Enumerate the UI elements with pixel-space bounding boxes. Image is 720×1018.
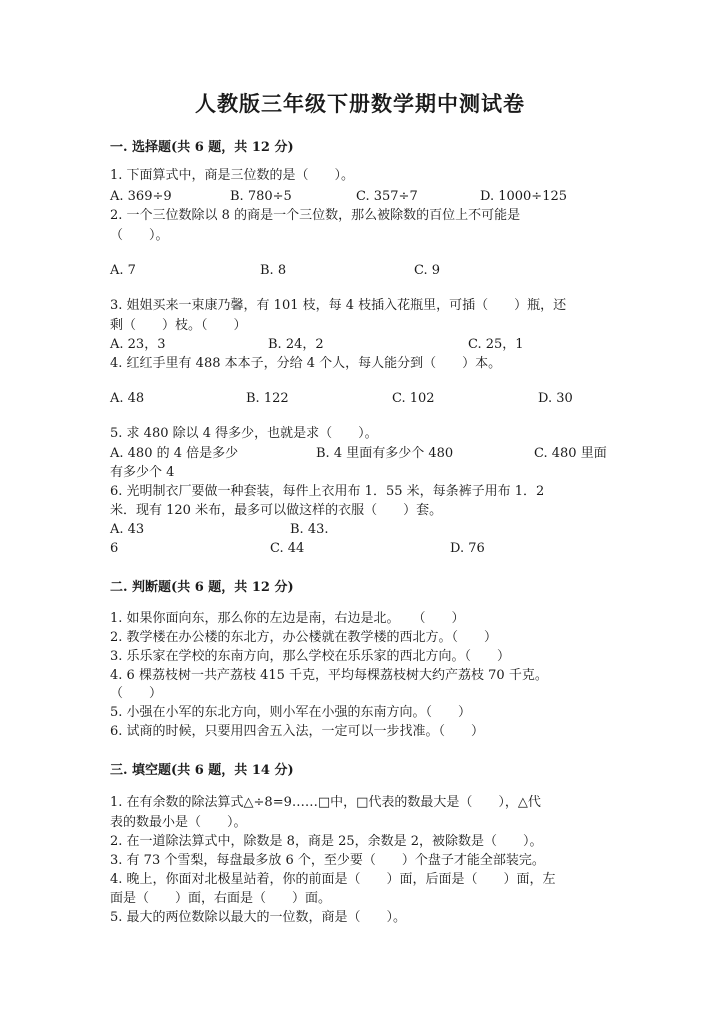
- option-b: B. 4 里面有多少个 480: [316, 446, 454, 461]
- question-text: 6. 光明制衣厂要做一种套装，每件上衣用布 1．55 米，每条裤子用布 1．2: [110, 484, 545, 499]
- section-heading-choice: 一. 选择题(共 6 题，共 12 分): [110, 140, 294, 155]
- statement-line: （ ）: [110, 686, 163, 701]
- option-b: B. 43.: [290, 522, 329, 537]
- statement-line: 4. 6 棵荔枝树一共产荔枝 415 千克，平均每棵荔枝树大约产荔枝 70 千克。: [110, 668, 548, 683]
- fill-blank-line: 2. 在一道除法算式中，除数是 8，商是 25，余数是 2，被除数是（ ）。: [110, 834, 543, 849]
- option-c: C. 357÷7: [356, 189, 418, 204]
- fill-blank-line: 5. 最大的两位数除以最大的一位数，商是（ ）。: [110, 910, 407, 925]
- section-heading-true-false: 二. 判断题(共 6 题，共 12 分): [110, 580, 294, 595]
- option-c: C. 480 里面: [534, 446, 607, 461]
- question-text: 2. 一个三位数除以 8 的商是一个三位数，那么被除数的百位上不可能是: [110, 208, 521, 223]
- option-a: A. 480 的 4 倍是多少: [110, 446, 239, 461]
- question-text: 5. 求 480 除以 4 得多少，也就是求（ ）。: [110, 426, 378, 441]
- question-text: 3. 姐姐买来一束康乃馨，有 101 枝，每 4 枝插入花瓶里，可插（ ）瓶，还: [110, 298, 567, 313]
- option-b: B. 8: [260, 263, 287, 278]
- question-text: 剩（ ）枝。（ ）: [110, 318, 247, 333]
- section-heading-fill-blank: 三. 填空题(共 6 题，共 14 分): [110, 763, 294, 778]
- option-b: B. 24，2: [268, 337, 324, 352]
- fill-blank-line: 1. 在有余数的除法算式△÷8=9……□中，□代表的数最大是（ ），△代: [110, 795, 541, 810]
- fill-blank-line: 表的数最小是（ ）。: [110, 815, 247, 830]
- option-d: D. 1000÷125: [480, 189, 568, 204]
- fill-blank-line: 3. 有 73 个雪梨，每盘最多放 6 个，至少要（ ）个盘子才能全部装完。: [110, 853, 545, 868]
- option-b: B. 122: [246, 391, 289, 406]
- option-a: A. 369÷9: [110, 189, 172, 204]
- option-c-continued: 有多少个 4: [110, 465, 175, 480]
- question-text: 4. 红红手里有 488 本本子，分给 4 个人，每人能分到（ ）本。: [110, 356, 502, 371]
- statement-line: 6. 试商的时候，只要用四舍五入法，一定可以一步找准。（ ）: [110, 724, 485, 739]
- option-d: D. 30: [538, 391, 573, 406]
- option-a: A. 48: [110, 391, 145, 406]
- statement-line: 2. 教学楼在办公楼的东北方，办公楼就在教学楼的西北方。（ ）: [110, 630, 498, 645]
- option-a: A. 23，3: [110, 337, 166, 352]
- option-b: B. 780÷5: [230, 189, 292, 204]
- option-a: A. 43: [110, 522, 145, 537]
- option-d: D. 76: [450, 541, 485, 556]
- question-text: （ ）。: [110, 228, 169, 243]
- option-a: A. 7: [110, 263, 136, 278]
- statement-line: 3. 乐乐家在学校的东南方向，那么学校在乐乐家的西北方向。（ ）: [110, 649, 511, 664]
- option-c: C. 25，1: [468, 337, 524, 352]
- fill-blank-line: 4. 晚上，你面对北极星站着，你的前面是（ ）面，后面是（ ）面，左: [110, 872, 556, 887]
- option-c: C. 44: [270, 541, 305, 556]
- question-text: 1. 下面算式中，商是三位数的是（ ）。: [110, 168, 355, 183]
- statement-line: 5. 小强在小军的东北方向，则小军在小强的东南方向。（ ）: [110, 705, 472, 720]
- option-b-continued: 6: [110, 541, 119, 556]
- option-c: C. 9: [414, 263, 441, 278]
- option-c: C. 102: [392, 391, 435, 406]
- fill-blank-line: 面是（ ）面，右面是（ ）面。: [110, 891, 332, 906]
- statement-line: 1. 如果你面向东，那么你的左边是南，右边是北。 （ ）: [110, 611, 465, 626]
- question-text: 米．现有 120 米布，最多可以做这样的衣服（ ）套。: [110, 503, 443, 518]
- page-title: 人教版三年级下册数学期中测试卷: [195, 91, 525, 116]
